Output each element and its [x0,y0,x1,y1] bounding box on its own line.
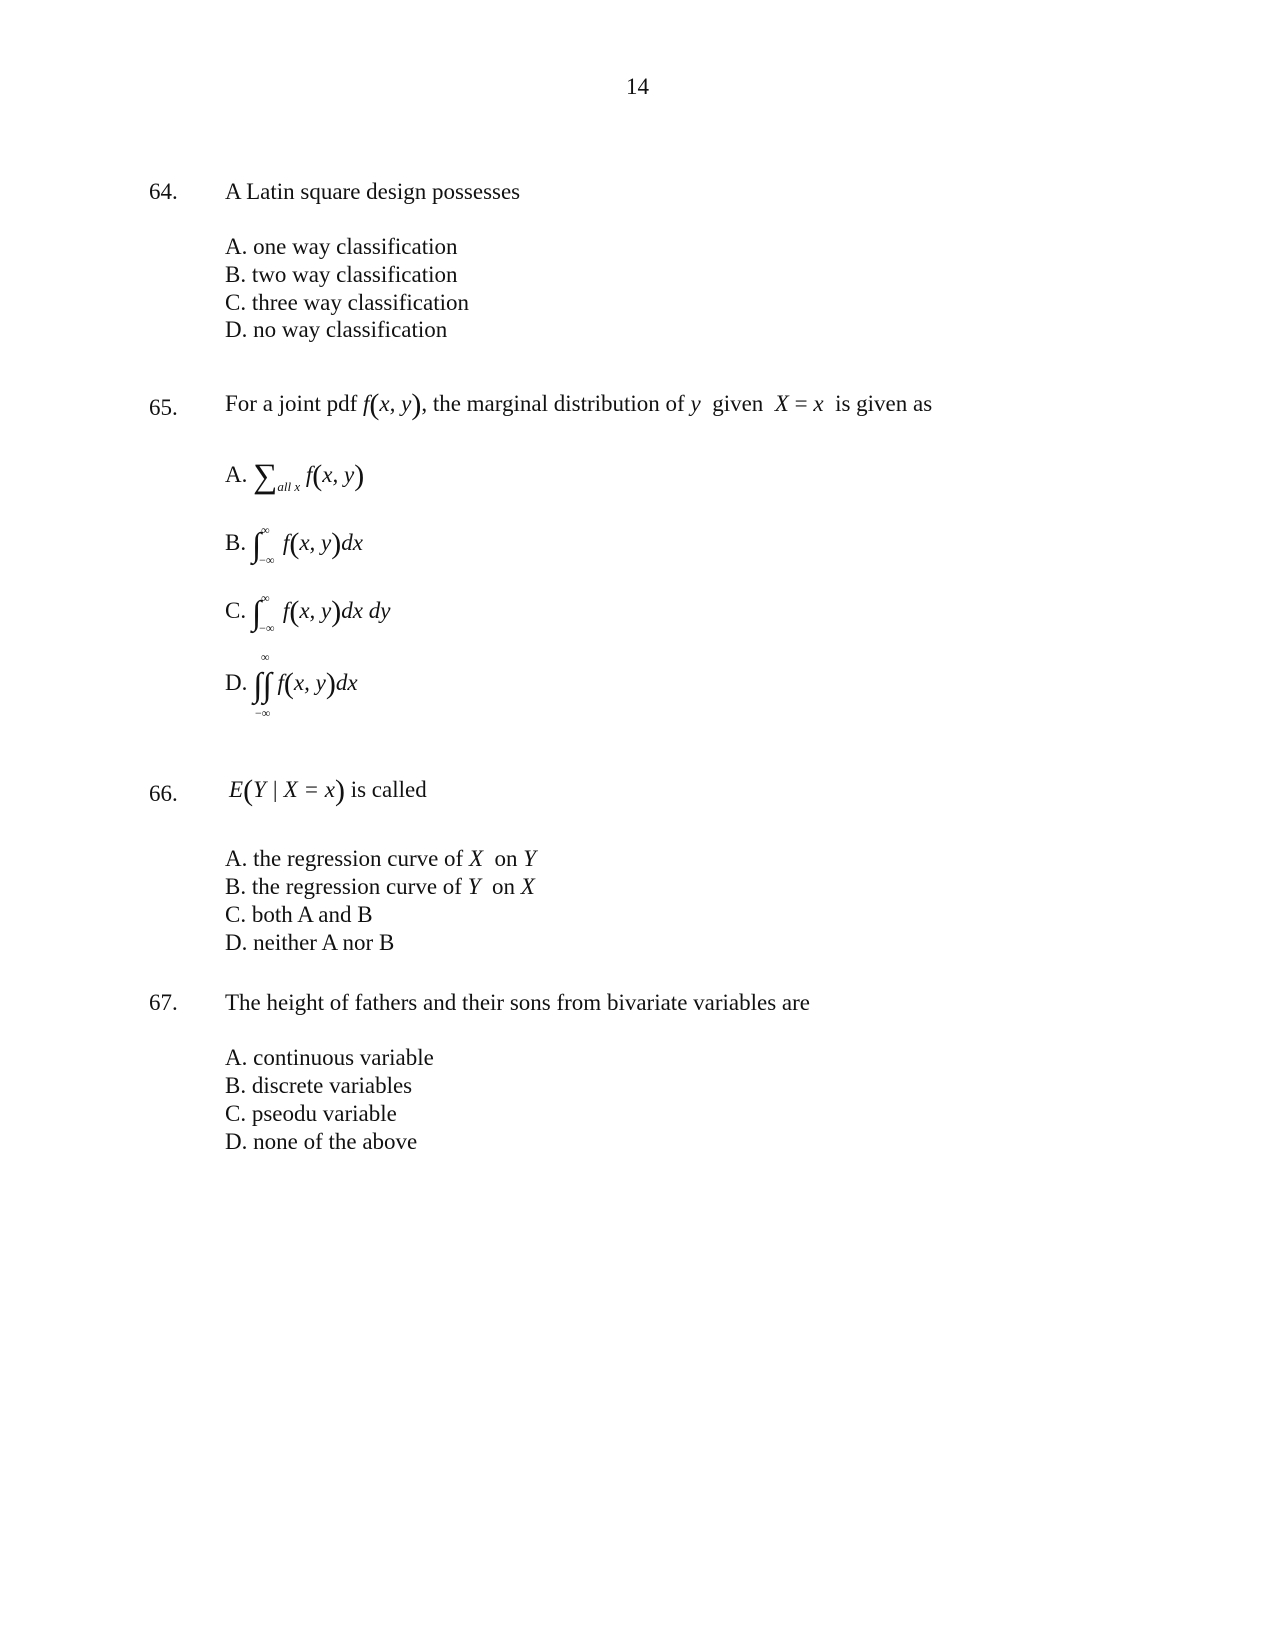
option-c: C. both A and B [225,902,373,927]
question-number: 64. [149,179,178,204]
option-c: C. ∫ ∞ −∞ f(x, y)dx dy [225,590,391,635]
question-text: E(Y | X = x) is called [229,774,427,807]
sum-symbol: ∑ [253,458,278,495]
integral-symbol: ∫ [251,527,262,564]
option-d: D. none of the above [225,1129,418,1154]
option-d: D. no way classification [225,317,448,342]
question-number: 65. [149,395,178,420]
question-number: 66. [149,781,178,806]
option-b: B. discrete variables [225,1073,413,1098]
option-b: B. ∫ ∞ −∞ f(x, y)dx [225,522,363,567]
double-integral-symbol: ∫∫ [253,667,272,704]
option-a: A. one way classification [225,234,458,259]
question-number: 67. [149,990,178,1015]
option-a: A. the regression curve of X on Y [225,846,537,871]
integral-symbol: ∫ [251,595,262,632]
option-b: B. the regression curve of Y on X [225,874,535,899]
question-text: The height of fathers and their sons from bivariate variables are [225,990,810,1015]
option-a: A. continuous variable [225,1045,434,1070]
page-number: 14 [626,74,649,99]
question-text: For a joint pdf f(x, y), the marginal distribution of y given X = x is given as [225,388,933,421]
option-d: D. neither A nor B [225,930,395,955]
question-text: A Latin square design possesses [225,179,521,204]
option-c: C. three way classification [225,290,469,315]
option-a: A. $\sum_{all x}$ f(x, y) [225,458,365,495]
option-b: B. two way classification [225,262,458,287]
option-c: C. pseodu variable [225,1101,397,1126]
